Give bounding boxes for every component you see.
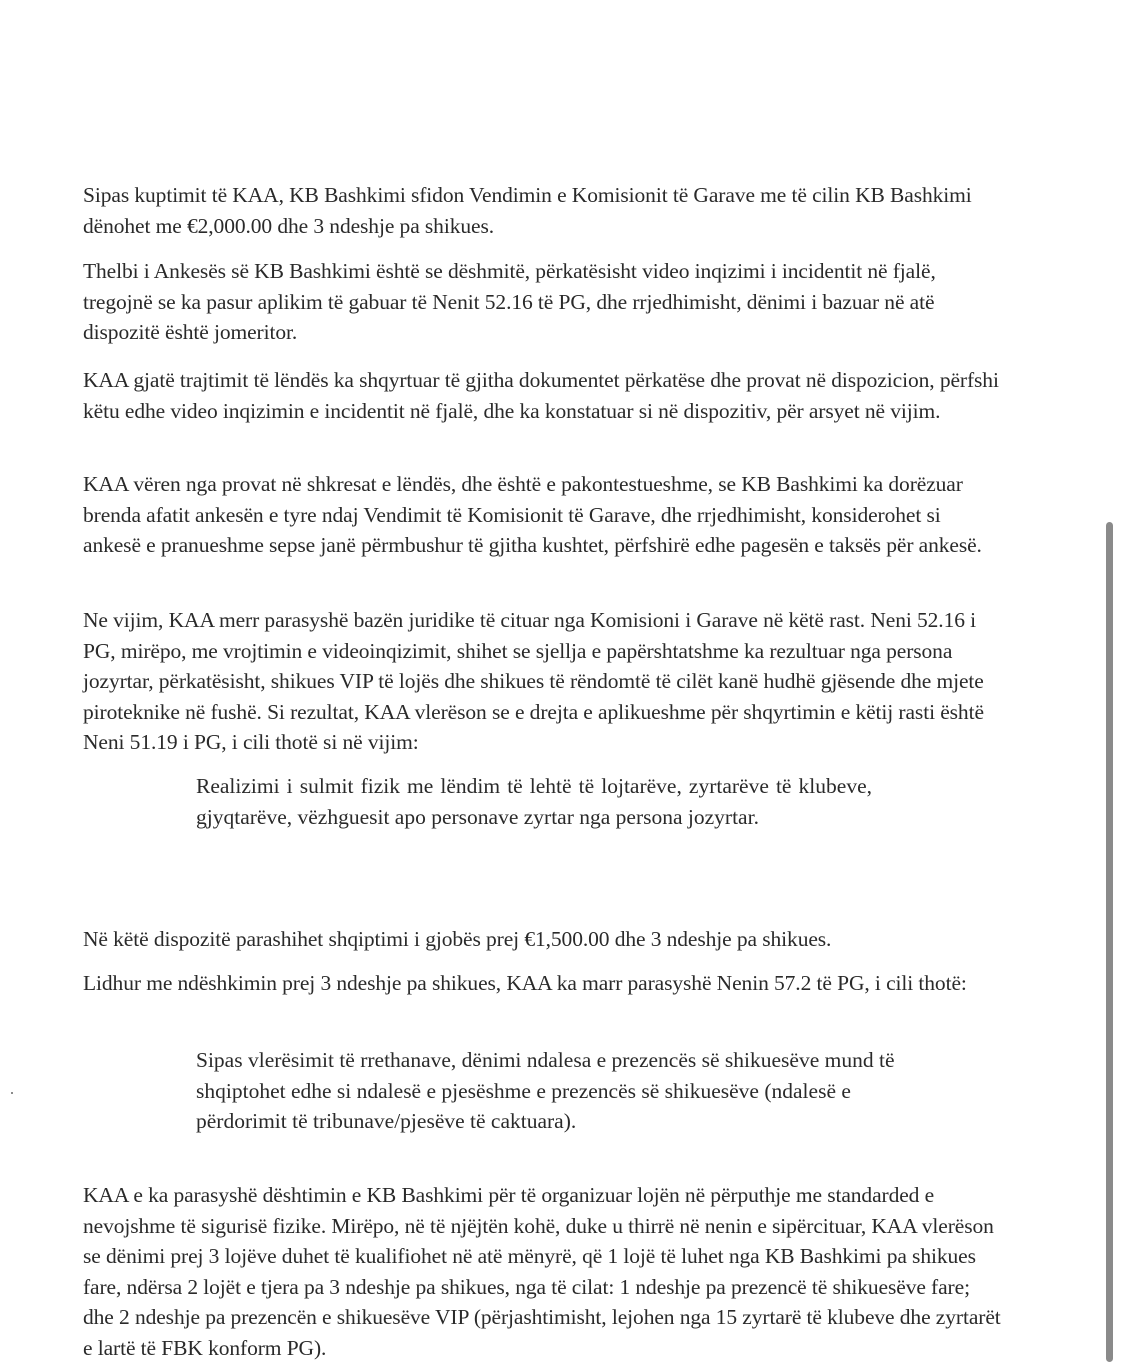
- quote-article-57-2: Sipas vlerësimit të rrethanave, dënimi ndalesa e prezencës së shikuesëve mund të shqiptohet edhe si ndalesë e pjesëshme e prezencës së shikuesëve (ndalesë e përdorimit të tribunave/pjesëve të caktuara).: [196, 1048, 895, 1133]
- paragraph-5: Ne vijim, KAA merr parasyshë bazën juridike të cituar nga Komisioni i Garave në këtë rast. Neni 52.16 i PG, mirëpo, me vrojtimin e videoinqizimit, shihet se sjellja e papërshtatshme ka rezultuar nga persona jozyrtar, përkatësisht, shikues VIP të lojës dhe shikues të rëndomtë të cilët kanë hudhë gjësende dhe mjete piroteknike në fushë. Si rezultat, KAA vlerëson se e drejta e aplikueshme për shqyrtimin e këtij rasti është Neni 51.19 i PG, i cili thotë si në vijim:: [83, 608, 984, 754]
- paragraph-2: Thelbi i Ankesës së KB Bashkimi është se dëshmitë, përkatësisht video inqizimi i incidentit në fjalë, tregojnë se ka pasur aplikim të gabuar të Nenit 52.16 të PG, dhe rrjedhimisht, dënimi i bazuar në atë dispozitë është jomeritor.: [83, 259, 936, 344]
- paragraph-3: KAA gjatë trajtimit të lëndës ka shqyrtuar të gjitha dokumentet përkatëse dhe provat në dispozicion, përfshi këtu edhe video inqizimin e incidentit në fjalë, dhe ka konstatuar si në dispozitiv, për arsyet në vijim.: [83, 368, 999, 423]
- paragraph-7: Lidhur me ndëshkimin prej 3 ndeshje pa shikues, KAA ka marr parasyshë Nenin 57.2 të PG, i cili thotë:: [83, 971, 967, 995]
- quote-article-51-19: Realizimi i sulmit fizik me lëndim të lehtë të lojtarëve, zyrtarëve të klubeve, gjyqtarëve, vëzhguesit apo personave zyrtar nga persona jozyrtar.: [196, 774, 872, 829]
- scan-speck: [11, 1092, 13, 1094]
- scrollbar-thumb[interactable]: [1106, 522, 1113, 1362]
- paragraph-6: Në këtë dispozitë parashihet shqiptimi i gjobës prej €1,500.00 dhe 3 ndeshje pa shikues.: [83, 927, 832, 951]
- paragraph-4: KAA vëren nga provat në shkresat e lëndës, dhe është e pakontestueshme, se KB Bashkimi ka dorëzuar brenda afatit ankesën e tyre ndaj Vendimit të Komisionit të Garave, dhe rrjedhimisht, konsiderohet si ankesë e pranueshme sepse janë përmbushur të gjitha kushtet, përfshirë edhe pagesën e taksës për ankesë.: [83, 472, 982, 557]
- paragraph-1: Sipas kuptimit të KAA, KB Bashkimi sfidon Vendimin e Komisionit të Garave me të cilin KB Bashkimi dënohet me €2,000.00 dhe 3 ndeshje pa shikues.: [83, 183, 972, 238]
- paragraph-8: KAA e ka parasyshë dështimin e KB Bashkimi për të organizuar lojën në përputhje me standarded e nevojshme të sigurisë fizike. Mirëpo, në të njëjtën kohë, duke u thirrë në nenin e sipërcituar, KAA vlerëson se dënimi prej 3 lojëve duhet të kualifiohet në atë mënyrë, që 1 lojë të luhet nga KB Bashkimi pa shikues fare, ndërsa 2 lojët e tjera pa 3 ndeshje pa shikues, nga të cilat: 1 ndeshje pa prezencë të shikuesëve fare; dhe 2 ndeshje pa prezencën e shikuesëve VIP (përjashtimisht, lejohen nga 15 zyrtarë të klubeve dhe zyrtarët e lartë të FBK konform PG).: [83, 1183, 1001, 1360]
